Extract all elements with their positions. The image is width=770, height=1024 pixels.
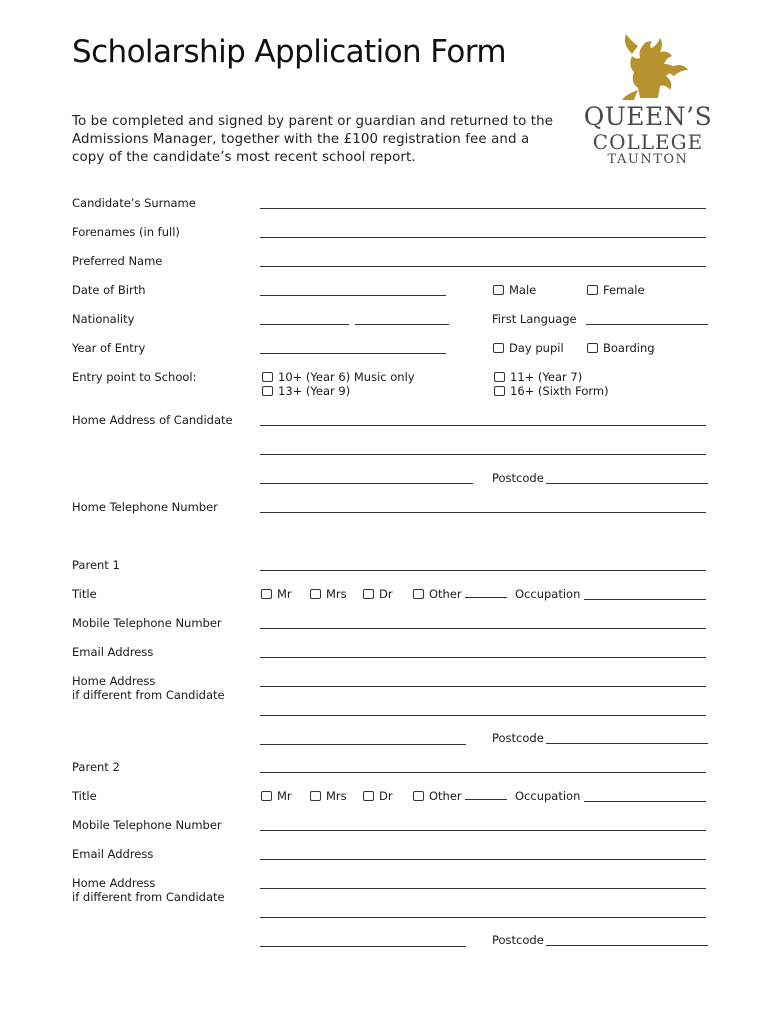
preferred-name-label: Preferred Name xyxy=(72,254,163,268)
female-label: Female xyxy=(603,283,645,297)
day-pupil-label: Day pupil xyxy=(509,341,564,355)
boarding-checkbox[interactable] xyxy=(587,341,655,356)
page-title: Scholarship Application Form xyxy=(72,34,506,70)
parent2-email-field[interactable] xyxy=(260,859,706,860)
parent2-home-address-label: Home Address xyxy=(72,876,156,890)
logo-text-queens: QUEEN’S xyxy=(583,102,713,131)
parent1-occupation-field[interactable] xyxy=(584,599,706,600)
surname-label: Candidate’s Surname xyxy=(72,196,196,210)
forenames-label: Forenames (in full) xyxy=(72,225,180,239)
home-address-line-2[interactable] xyxy=(260,454,706,455)
parent1-address-line-1[interactable] xyxy=(260,686,706,687)
parent1-mr-label: Mr xyxy=(277,587,292,601)
parent2-other-checkbox[interactable] xyxy=(413,789,510,804)
female-checkbox[interactable] xyxy=(587,283,645,298)
parent2-title-label: Title xyxy=(72,789,97,803)
dob-label: Date of Birth xyxy=(72,283,146,297)
parent2-dr-label: Dr xyxy=(379,789,393,803)
home-address-line-3[interactable] xyxy=(260,483,473,484)
parent2-address-line-1[interactable] xyxy=(260,888,706,889)
parent1-mobile-label: Mobile Telephone Number xyxy=(72,616,222,630)
male-checkbox[interactable] xyxy=(493,283,536,298)
parent1-other-checkbox[interactable] xyxy=(413,587,510,602)
nationality-field-2[interactable] xyxy=(355,324,449,325)
parent2-dr-checkbox[interactable] xyxy=(363,789,393,804)
parent2-mobile-label: Mobile Telephone Number xyxy=(72,818,222,832)
entry-16plus-label: 16+ (Sixth Form) xyxy=(510,384,609,398)
parent1-postcode-field[interactable] xyxy=(546,743,708,744)
parent2-postcode-field[interactable] xyxy=(546,945,708,946)
parent1-mrs-checkbox[interactable] xyxy=(310,587,347,602)
parent1-address-line-3[interactable] xyxy=(260,744,466,745)
home-tel-label: Home Telephone Number xyxy=(72,500,218,514)
year-of-entry-field[interactable] xyxy=(260,353,446,354)
entry-13plus-checkbox[interactable] xyxy=(262,384,350,399)
boarding-label: Boarding xyxy=(603,341,655,355)
dragon-crest-icon xyxy=(578,30,718,102)
surname-field[interactable] xyxy=(260,208,706,209)
college-logo xyxy=(578,30,728,170)
parent1-dr-label: Dr xyxy=(379,587,393,601)
year-of-entry-label: Year of Entry xyxy=(72,341,146,355)
parent1-occupation-label: Occupation xyxy=(515,587,581,601)
logo-text-college: COLLEGE xyxy=(592,130,704,154)
parent1-email-field[interactable] xyxy=(260,657,706,658)
parent2-occupation-field[interactable] xyxy=(584,801,706,802)
parent2-other-label: Other xyxy=(429,789,462,803)
parent1-dr-checkbox[interactable] xyxy=(363,587,393,602)
parent2-address-line-2[interactable] xyxy=(260,917,706,918)
parent2-mr-label: Mr xyxy=(277,789,292,803)
parent1-other-label: Other xyxy=(429,587,462,601)
entry-16plus-checkbox[interactable] xyxy=(494,384,609,399)
parent2-mrs-label: Mrs xyxy=(326,789,347,803)
forenames-field[interactable] xyxy=(260,237,706,238)
parent2-name-field[interactable] xyxy=(260,772,706,773)
parent1-heading: Parent 1 xyxy=(72,558,120,572)
first-language-label: First Language xyxy=(492,312,577,326)
logo-text-taunton: TAUNTON xyxy=(607,152,689,167)
male-label: Male xyxy=(509,283,537,297)
parent1-title-label: Title xyxy=(72,587,97,601)
nationality-field-1[interactable] xyxy=(260,324,349,325)
parent2-home-address-sub: if different from Candidate xyxy=(72,890,225,904)
parent2-occupation-label: Occupation xyxy=(515,789,581,803)
entry-10plus-label: 10+ (Year 6) Music only xyxy=(278,370,415,384)
preferred-name-field[interactable] xyxy=(260,266,706,267)
day-pupil-checkbox[interactable] xyxy=(493,341,564,356)
parent1-email-label: Email Address xyxy=(72,645,154,659)
parent1-name-field[interactable] xyxy=(260,570,706,571)
parent1-mrs-label: Mrs xyxy=(326,587,347,601)
parent2-heading: Parent 2 xyxy=(72,760,120,774)
first-language-field[interactable] xyxy=(586,324,708,325)
parent1-mr-checkbox[interactable] xyxy=(261,587,292,602)
parent2-postcode-label: Postcode xyxy=(492,933,544,947)
entry-11plus-checkbox[interactable] xyxy=(494,370,582,385)
postcode-label: Postcode xyxy=(492,471,544,485)
dob-field[interactable] xyxy=(260,295,446,296)
nationality-label: Nationality xyxy=(72,312,135,326)
home-address-label: Home Address of Candidate xyxy=(72,413,233,427)
parent1-address-line-2[interactable] xyxy=(260,715,706,716)
home-tel-field[interactable] xyxy=(260,512,706,513)
parent1-mobile-field[interactable] xyxy=(260,628,706,629)
parent2-address-line-3[interactable] xyxy=(260,946,466,947)
parent1-home-address-sub: if different from Candidate xyxy=(72,688,225,702)
parent1-postcode-label: Postcode xyxy=(492,731,544,745)
parent2-mr-checkbox[interactable] xyxy=(261,789,292,804)
postcode-field[interactable] xyxy=(546,483,708,484)
entry-11plus-label: 11+ (Year 7) xyxy=(510,370,583,384)
parent2-email-label: Email Address xyxy=(72,847,154,861)
entry-10plus-checkbox[interactable] xyxy=(262,370,415,385)
intro-text: To be completed and signed by parent or guardian and returned to the Admissions Manager, together with the £100 registration fee and a copy of the candidate’s most recent school report. xyxy=(72,114,554,165)
parent2-mobile-field[interactable] xyxy=(260,830,706,831)
entry-13plus-label: 13+ (Year 9) xyxy=(278,384,351,398)
home-address-line-1[interactable] xyxy=(260,425,706,426)
parent2-mrs-checkbox[interactable] xyxy=(310,789,347,804)
parent1-home-address-label: Home Address xyxy=(72,674,156,688)
entry-point-label: Entry point to School: xyxy=(72,370,197,384)
